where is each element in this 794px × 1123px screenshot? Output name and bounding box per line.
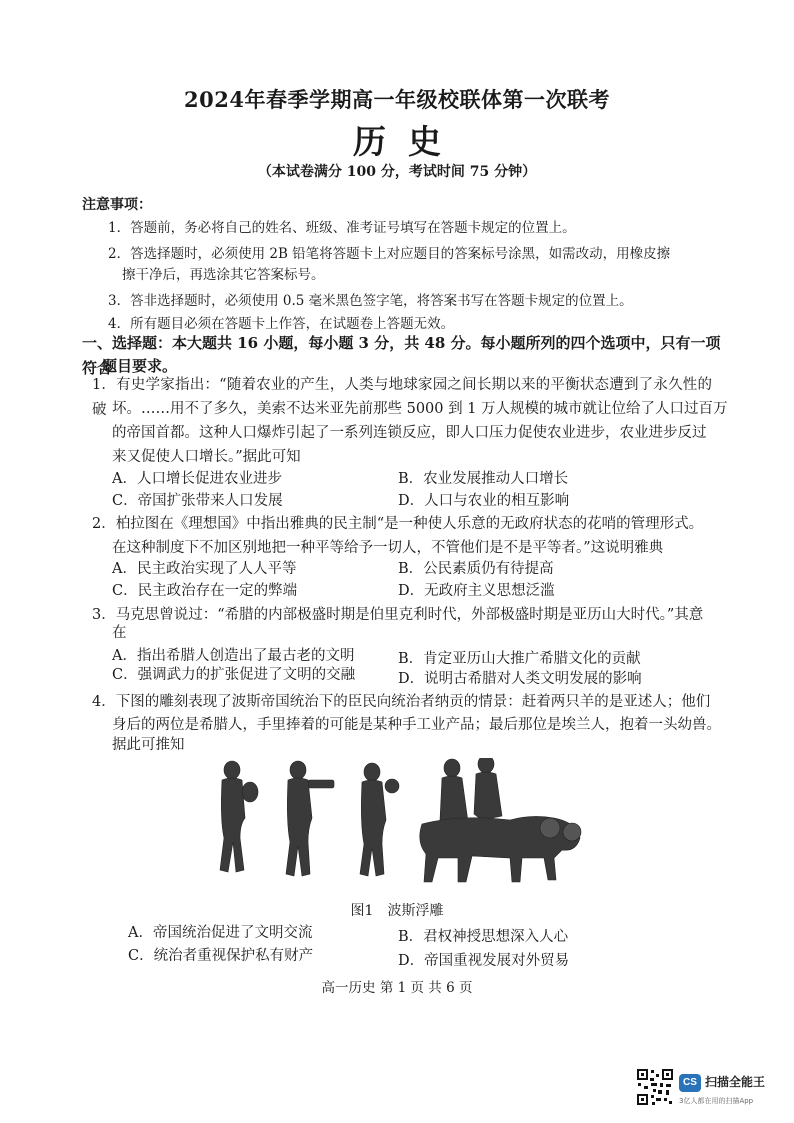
camscanner-name: 扫描全能王 <box>705 1075 766 1089</box>
question-2-option-c: C．民主政治存在一定的弊端 <box>112 583 298 599</box>
question-4-option-d: D．帝国重视发展对外贸易 <box>398 953 570 969</box>
question-2-line: 在这种制度下不加区别地把一种平等给予一切人，不管他们是不是平等者。”这说明雅典 <box>112 540 664 556</box>
question-4-option-a: A．帝国统治促进了文明交流 <box>128 925 313 941</box>
question-2-option-b: B．公民素质仍有待提高 <box>398 561 554 577</box>
question-1-option-c: C．帝国扩张带来人口发展 <box>112 493 283 509</box>
notice-item-continued: 擦干净后，再选涂其它答案标号。 <box>122 267 325 283</box>
notice-item: 1．答题前，务必将自己的姓名、班级、准考证号填写在答题卡规定的位置上。 <box>108 220 576 236</box>
exam-info: （本试卷满分 100 分，考试时间 75 分钟） <box>257 164 537 180</box>
question-3-line: 3．马克思曾说过：“希腊的内部极盛时期是伯里克利时代，外部极盛时期是亚历山大时代。”其意 <box>92 607 704 623</box>
subject-title: 历史 <box>353 122 463 161</box>
question-3-option-d: D．说明古希腊对人类文明发展的影响 <box>398 671 642 687</box>
question-2-option-d: D．无政府主义思想泛滥 <box>398 583 555 599</box>
qr-code-icon <box>636 1068 674 1106</box>
relief-figure-elamite <box>220 761 258 872</box>
notice-item: 3．答非选择题时，必须使用 0.5 毫米黑色签字笔，将答案书写在答题卡规定的位置上。 <box>108 293 633 309</box>
question-1-line: 的帝国首都。这种人口爆炸引起了一系列连锁反应，即人口压力促使农业进步，农业进步反过 <box>112 425 707 441</box>
question-1-option-a: A．人口增长促进农业进步 <box>112 471 282 487</box>
question-4-option-c: C．统治者重视保护私有财产 <box>128 948 314 964</box>
relief-rams <box>420 816 581 882</box>
question-3-option-c: C．强调武力的扩张促进了文明的交融 <box>112 667 356 683</box>
page-footer: 高一历史 第 1 页 共 6 页 <box>321 980 473 996</box>
question-1-line: 来又促使人口增长。”据此可知 <box>112 449 301 465</box>
relief-figure-greek <box>360 763 399 876</box>
question-4-option-b: B．君权神授思想深入人心 <box>398 929 569 945</box>
notice-title: 注意事项： <box>82 197 152 213</box>
question-3-line: 在 <box>112 625 127 641</box>
question-2-line: 2．柏拉图在《理想国》中指出雅典的民主制“是一种使人乐意的无政府状态的花哨的管理形式。 <box>92 516 704 532</box>
question-4-line: 身后的两位是希腊人，手里捧着的可能是某种手工业产品；最后那位是埃兰人，抱着一头幼兽。 <box>112 717 721 733</box>
question-4-line: 据此可推知 <box>112 737 185 753</box>
question-4-line: 4．下图的雕刻表现了波斯帝国统治下的臣民向统治者纳贡的情景：赶着两只羊的是亚述人；他们 <box>92 694 711 710</box>
camscanner-tagline: 3亿人都在用的扫描App <box>679 1097 754 1105</box>
question-1-line: 坏。……用不了多久，美索不达米亚先前那些 5000 到 1 万人规模的城市就让位给了人口过百万 <box>112 401 728 417</box>
figure-caption: 图1 波斯浮雕 <box>350 903 444 919</box>
question-1-line: 1．有史学家指出：“随着农业的产生，人类与地球家园之间长期以来的平衡状态遭到了永久性的破 <box>92 377 712 418</box>
section-heading-continued: 题目要求。 <box>102 357 178 375</box>
question-1-option-b: B．农业发展推动人口增长 <box>398 471 569 487</box>
persian-relief-image <box>210 758 590 892</box>
camscanner-logo-icon: CS <box>679 1074 701 1092</box>
question-3-option-a: A．指出希腊人创造出了最古老的文明 <box>112 648 355 664</box>
exam-title: 2024年春季学期高一年级校联体第一次联考 <box>184 87 610 112</box>
section-heading: 一、选择题：本大题共 16 小题，每小题 3 分，共 48 分。每小题所列的四个选项中，只有一项符合 <box>82 334 721 377</box>
relief-figure-greek <box>286 761 334 876</box>
question-1-option-d: D．人口与农业的相互影响 <box>398 493 570 509</box>
notice-item: 4．所有题目必须在答题卡上作答，在试题卷上答题无效。 <box>108 316 455 332</box>
question-3-option-b: B．肯定亚历山大推广希腊文化的贡献 <box>398 651 641 667</box>
question-2-option-a: A．民主政治实现了人人平等 <box>112 561 297 577</box>
notice-item: 2．答选择题时，必须使用 2B 铅笔将答题卡上对应题目的答案标号涂黑，如需改动，用橡皮擦 <box>108 246 671 262</box>
